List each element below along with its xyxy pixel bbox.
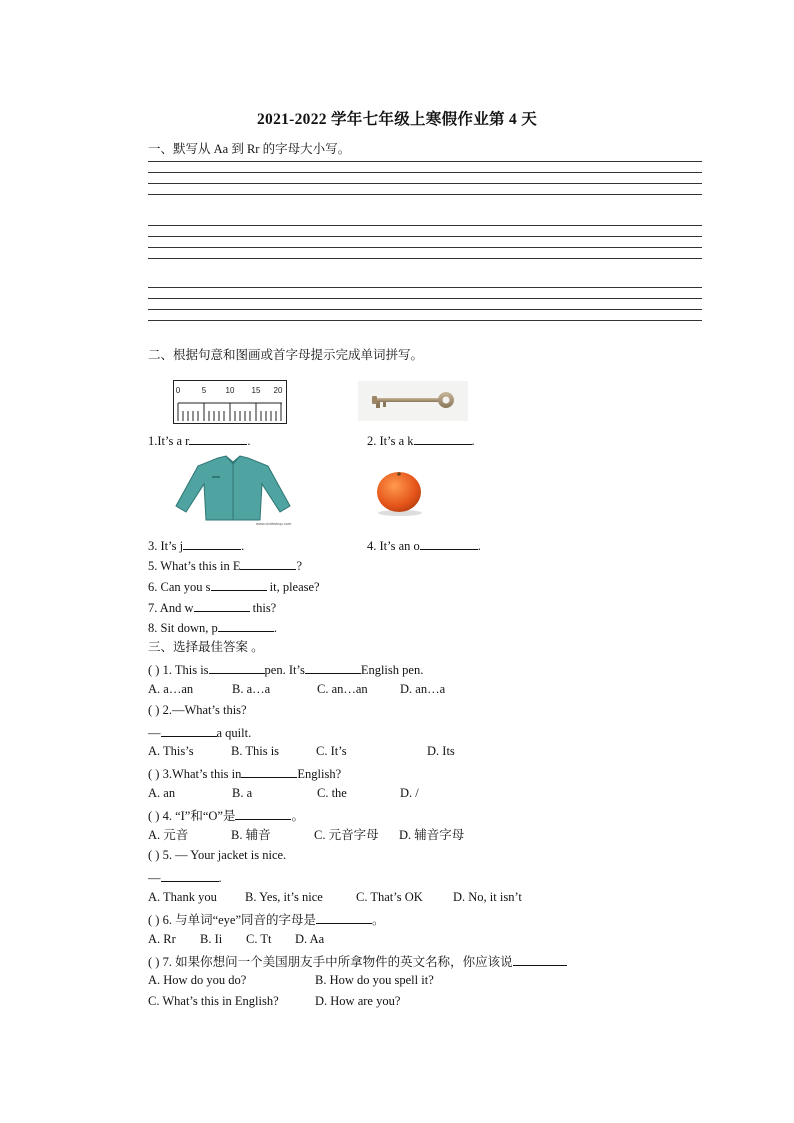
- question-text: 4. “I”和“O”是: [159, 809, 236, 823]
- option-b[interactable]: B. Yes, it’s nice: [245, 890, 323, 904]
- writing-rule: [148, 258, 702, 259]
- question-text: ?: [296, 559, 303, 573]
- answer-blank[interactable]: [194, 599, 250, 612]
- option-a[interactable]: A. 元音: [148, 828, 189, 842]
- jacket-caption: www.clothshop.com: [256, 521, 292, 526]
- ruler-image: [173, 380, 287, 424]
- question-text: 2.—What’s this?: [159, 703, 247, 717]
- option-b[interactable]: B. This is: [231, 744, 280, 758]
- option-a[interactable]: A. a…an: [148, 682, 194, 696]
- answer-paren[interactable]: ( ): [148, 703, 160, 717]
- option-c[interactable]: C. That’s OK: [356, 890, 423, 904]
- writing-rule: [148, 320, 702, 321]
- question-text: .: [273, 621, 277, 635]
- answer-paren[interactable]: ( ): [148, 913, 160, 927]
- question-text: .: [477, 539, 481, 553]
- spell-question-4: [367, 537, 481, 554]
- writing-rule: [148, 247, 702, 248]
- question-text: it, please?: [266, 580, 320, 594]
- answer-blank[interactable]: [183, 537, 241, 550]
- choice-question-6: [148, 911, 385, 928]
- choice-reply-5: [148, 869, 222, 886]
- choice-question-1: [148, 661, 423, 678]
- option-c[interactable]: C. the: [317, 786, 347, 800]
- choice-reply-2: [148, 724, 251, 741]
- ruler-icon: [174, 381, 286, 423]
- option-d[interactable]: D. How are you?: [315, 994, 401, 1008]
- option-b[interactable]: B. Ii: [200, 932, 223, 946]
- orange-icon: [362, 463, 438, 519]
- option-c[interactable]: C. What’s this in English?: [148, 994, 279, 1008]
- page-title: 2021-2022 学年七年级上寒假作业第 4 天: [256, 111, 538, 128]
- writing-rule: [148, 225, 702, 226]
- question-text: 5. What’s this in E: [148, 559, 241, 573]
- option-b[interactable]: B. a: [232, 786, 253, 800]
- question-text: 2. It’s a k: [367, 434, 414, 448]
- answer-blank[interactable]: [305, 661, 361, 674]
- question-text: 3.What’s this in: [159, 767, 242, 781]
- option-b[interactable]: B. 辅音: [231, 828, 271, 842]
- option-d[interactable]: D. an…a: [400, 682, 446, 696]
- option-c[interactable]: C. It’s: [316, 744, 347, 758]
- question-text: .: [247, 434, 251, 448]
- choice-options-6: [148, 932, 324, 947]
- question-text: 5. — Your jacket is nice.: [159, 848, 287, 862]
- key-icon: [358, 381, 468, 421]
- orange-image: [362, 463, 438, 519]
- answer-blank[interactable]: [420, 537, 478, 550]
- question-text: pen. It’s: [264, 663, 305, 677]
- jacket-icon: [172, 454, 294, 526]
- spell-question-2: [367, 432, 475, 449]
- writing-rule: [148, 298, 702, 299]
- question-text: 4. It’s an o: [367, 539, 420, 553]
- spell-question-7: [148, 599, 276, 616]
- option-d[interactable]: D. /: [400, 786, 419, 800]
- question-text: English pen.: [360, 663, 424, 677]
- question-text: 1. This is: [159, 663, 209, 677]
- answer-blank[interactable]: [513, 953, 567, 966]
- ruler-tick-label: 0: [175, 386, 181, 395]
- answer-paren[interactable]: ( ): [148, 767, 160, 781]
- choice-options-7a: [148, 973, 434, 988]
- answer-blank[interactable]: [161, 869, 219, 882]
- option-a[interactable]: A. This’s: [148, 744, 194, 758]
- writing-rule: [148, 183, 702, 184]
- option-c[interactable]: C. Tt: [246, 932, 272, 946]
- spell-question-8: [148, 619, 277, 636]
- option-d[interactable]: D. 辅音字母: [399, 828, 465, 842]
- ruler-tick-label: 5: [201, 386, 207, 395]
- option-a[interactable]: A. How do you do?: [148, 973, 247, 987]
- choice-question-7: [148, 953, 567, 970]
- option-c[interactable]: C. 元音字母: [314, 828, 379, 842]
- question-text: .: [471, 434, 475, 448]
- writing-rule: [148, 161, 702, 162]
- writing-rule: [148, 194, 702, 195]
- spell-question-3: [148, 537, 244, 554]
- writing-rule: [148, 287, 702, 288]
- answer-blank[interactable]: [241, 765, 297, 778]
- answer-paren[interactable]: ( ): [148, 663, 160, 677]
- option-d[interactable]: D. No, it isn’t: [453, 890, 522, 904]
- answer-paren[interactable]: ( ): [148, 809, 160, 823]
- question-text: a quilt.: [216, 726, 252, 740]
- option-a[interactable]: A. Thank you: [148, 890, 217, 904]
- choice-options-3: [148, 786, 419, 801]
- answer-blank[interactable]: [211, 578, 267, 591]
- option-d[interactable]: D. Aa: [295, 932, 325, 946]
- choice-question-2: [148, 703, 247, 718]
- answer-blank[interactable]: [189, 432, 247, 445]
- choice-options-2: [148, 744, 455, 759]
- option-a[interactable]: A. Rr: [148, 932, 176, 946]
- spell-question-5: [148, 557, 302, 574]
- question-text: 3. It’s j: [148, 539, 184, 553]
- choice-question-5: [148, 848, 286, 863]
- writing-rule: [148, 236, 702, 237]
- writing-rule: [148, 309, 702, 310]
- ruler-tick-label: 20: [273, 386, 283, 395]
- choice-options-4: [148, 828, 464, 843]
- choice-options-5: [148, 890, 522, 905]
- question-text: 7. 如果你想问一个美国朋友手中所拿物件的英文名称，你应该说: [159, 955, 513, 969]
- answer-paren[interactable]: ( ): [148, 955, 160, 969]
- answer-paren[interactable]: ( ): [148, 848, 160, 862]
- key-image: [358, 381, 468, 421]
- ruler-tick-label: 10: [225, 386, 235, 395]
- option-c[interactable]: C. an…an: [317, 682, 368, 696]
- choice-question-4: [148, 807, 304, 824]
- question-text: 。: [291, 809, 304, 823]
- question-text: 1.It’s a r: [148, 434, 190, 448]
- question-text: 7. And w: [148, 601, 194, 615]
- option-b[interactable]: B. a…a: [232, 682, 271, 696]
- question-text: .: [218, 871, 222, 885]
- choice-options-1: [148, 682, 445, 697]
- spell-question-6: [148, 578, 320, 595]
- question-text: English?: [297, 767, 342, 781]
- answer-blank[interactable]: [218, 619, 274, 632]
- spell-question-1: [148, 432, 250, 449]
- question-text: 6. Can you s: [148, 580, 211, 594]
- answer-blank[interactable]: [209, 661, 265, 674]
- question-text: 8. Sit down, p: [148, 621, 218, 635]
- answer-blank[interactable]: [235, 807, 291, 820]
- question-text: —: [148, 726, 161, 740]
- option-a[interactable]: A. an: [148, 786, 176, 800]
- section1-heading: 一、默写从 Aa 到 Rr 的字母大小写。: [148, 142, 351, 156]
- answer-blank[interactable]: [414, 432, 472, 445]
- question-text: —: [148, 871, 161, 885]
- writing-rule: [148, 172, 702, 173]
- question-text: this?: [249, 601, 277, 615]
- section2-heading: 二、根据句意和图画或首字母提示完成单词拼写。: [148, 348, 424, 362]
- section3-heading: 三、选择最佳答案 。: [148, 640, 264, 654]
- question-text: 。: [372, 913, 385, 927]
- option-b[interactable]: B. How do you spell it?: [315, 973, 434, 987]
- answer-blank[interactable]: [316, 911, 372, 924]
- ruler-tick-label: 15: [251, 386, 261, 395]
- choice-question-3: [148, 765, 341, 782]
- option-d[interactable]: D. Its: [427, 744, 455, 758]
- question-text: 6. 与单词“eye”同音的字母是: [159, 913, 317, 927]
- question-text: .: [241, 539, 245, 553]
- jacket-image: [172, 454, 294, 526]
- answer-blank[interactable]: [161, 724, 217, 737]
- choice-options-7b: [148, 994, 400, 1009]
- answer-blank[interactable]: [240, 557, 296, 570]
